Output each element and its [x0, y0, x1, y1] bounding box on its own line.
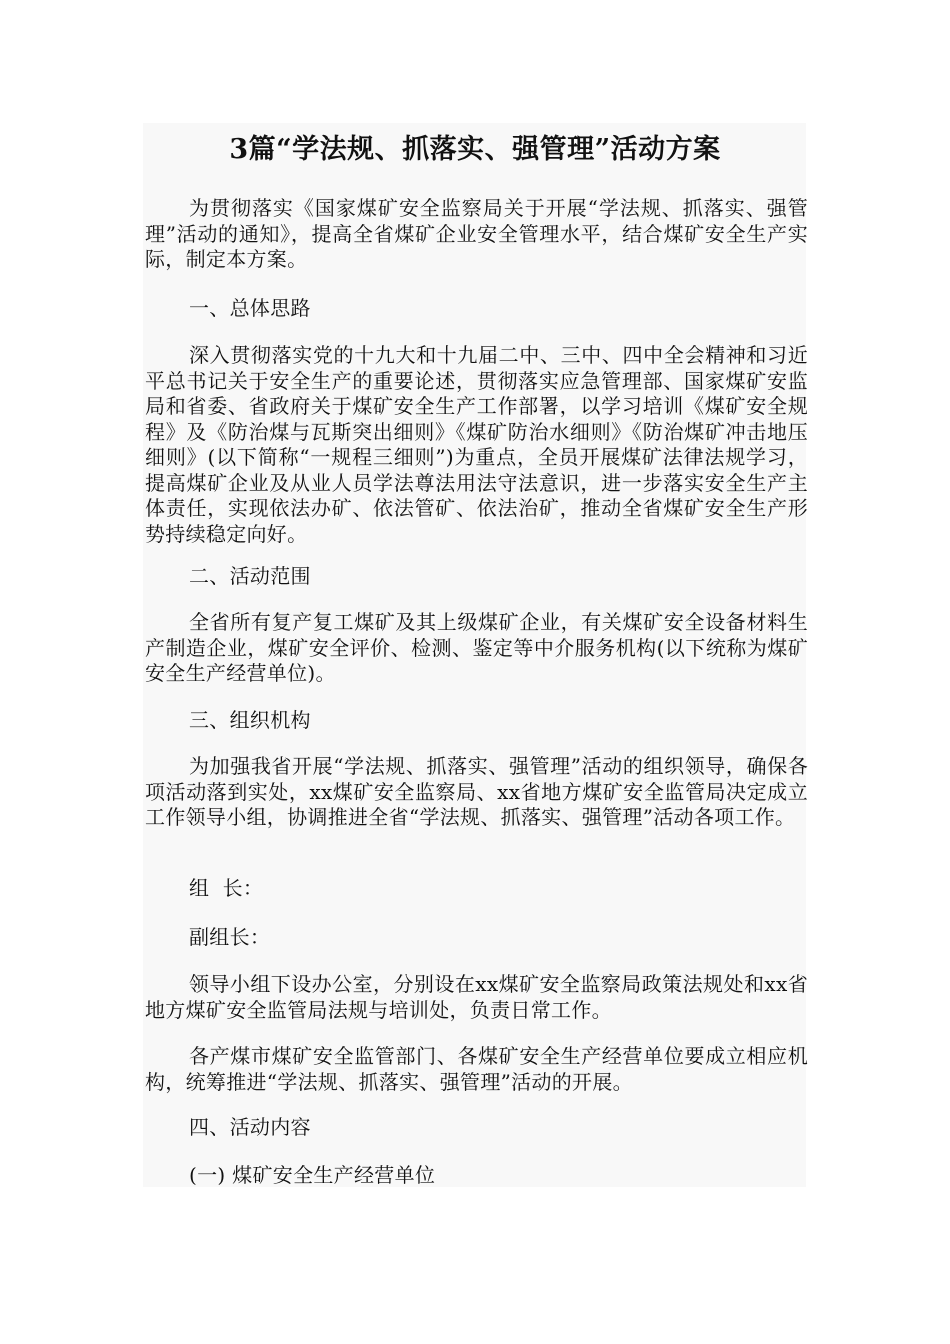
document-title: 3篇“学法规、抓落实、强管理”活动方案: [229, 134, 721, 165]
intro-paragraph: 为贯彻落实《国家煤矿安全监察局关于开展“学法规、抓落实、强管理”活动的通知》，提高全省煤矿企业安全管理水平，结合煤矿安全生产实际，制定本方案。: [145, 196, 808, 271]
overall-approach-paragraph: 深入贯彻落实党的十九大和十九届二中、三中、四中全会精神和习近平总书记关于安全生产的重要论述，贯彻落实应急管理部、国家煤矿安监局和省委、省政府关于煤矿安全生产工作部署，以学习培训《煤矿安全规程》及《防治煤与瓦斯突出细则》《煤矿防治水细则》《防治煤矿冲击地压细则》(以下简称“一规程三细则”)为重点，全员开展煤矿法律法规学习，提高煤矿企业及从业人员学法尊法用法守法意识，进一步落实安全生产主体责任，实现依法办矿、依法管矿、依法治矿，推动全省煤矿安全生产形势持续稳定向好。: [145, 343, 808, 546]
office-paragraph: 领导小组下设办公室，分别设在xx煤矿安全监察局政策法规处和xx省地方煤矿安全监管局法规与培训处，负责日常工作。: [145, 972, 808, 1022]
section-heading-organization: 三、组织机构: [189, 708, 311, 732]
section-heading-overall-approach: 一、总体思路: [189, 296, 311, 320]
activity-scope-paragraph: 全省所有复产复工煤矿及其上级煤矿企业，有关煤矿安全设备材料生产制造企业，煤矿安全评价、检测、鉴定等中介服务机构(以下统称为煤矿安全生产经营单位)。: [145, 610, 808, 685]
section-heading-activity-content: 四、活动内容: [189, 1115, 311, 1139]
organization-paragraph: 为加强我省开展“学法规、抓落实、强管理”活动的组织领导，确保各项活动落到实处，xx煤矿安全监察局、xx省地方煤矿安全监管局决定成立工作领导小组，协调推进全省“学法规、抓落实、强管理”活动各项工作。: [145, 754, 808, 829]
local-agencies-paragraph: 各产煤市煤矿安全监管部门、各煤矿安全生产经营单位要成立相应机构，统筹推进“学法规、抓落实、强管理”活动的开展。: [145, 1044, 808, 1094]
section-heading-activity-scope: 二、活动范围: [189, 564, 311, 588]
leader-label: 组 长：: [189, 876, 264, 900]
subsection-heading-coal-units: (一) 煤矿安全生产经营单位: [189, 1163, 436, 1187]
deputy-leader-label: 副组长：: [189, 925, 271, 949]
